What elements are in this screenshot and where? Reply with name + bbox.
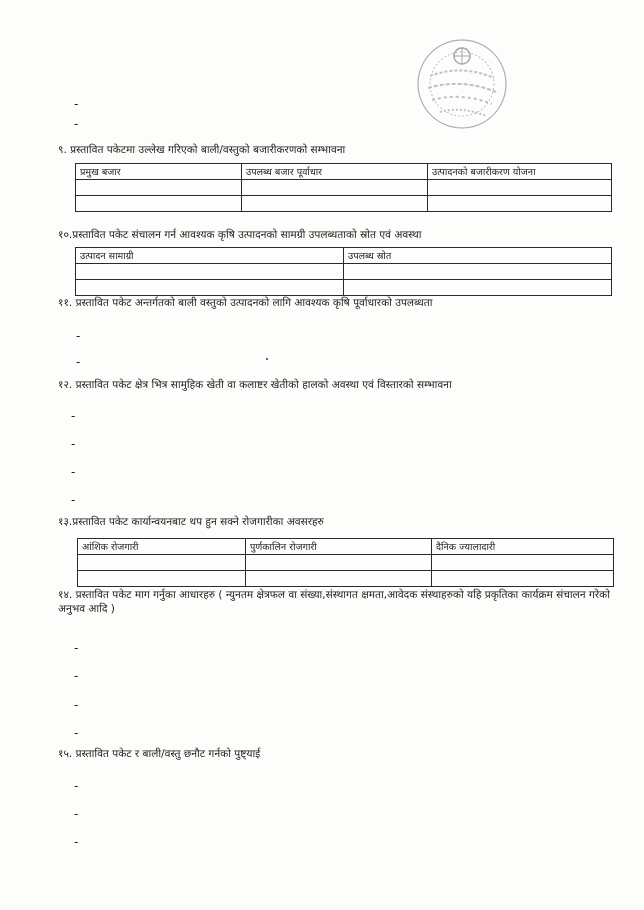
s9-header-marketing-plan: उत्पादनको बजारीकरण योजना xyxy=(428,164,612,180)
s12-dash-3: - xyxy=(71,465,76,479)
table-cell xyxy=(76,196,242,212)
s14-dash-1: - xyxy=(74,641,79,655)
section-10-table xyxy=(75,247,612,296)
section-13-heading: १३.प्रस्तावित पकेट कार्यान्वयनबाट थप हुन सक्ने रोजगारीका अवसरहरु xyxy=(58,516,324,528)
s13-header-partial-employment: आंशिक रोजगारी xyxy=(78,539,246,555)
section-10-heading: १०.प्रस्तावित पकेट संचालन गर्न आवश्यक कृषि उत्पादनको सामग्री उपलब्धताको स्रोत एवं अवस्था xyxy=(58,229,422,241)
table-cell xyxy=(78,571,246,587)
section-12-heading: १२. प्रस्तावित पकेट क्षेत्र भित्र सामुहिक खेती वा कलाष्टर खेतीको हालको अवस्था एवं विस्तारको सम्भावना xyxy=(58,379,452,391)
table-cell xyxy=(242,180,428,196)
s15-dash-3: - xyxy=(74,835,79,849)
table-cell xyxy=(246,555,432,571)
table-cell xyxy=(242,196,428,212)
table-cell xyxy=(76,280,344,296)
section-9-table xyxy=(75,163,612,212)
s8-dash-1: - xyxy=(74,97,79,111)
table-cell xyxy=(344,280,612,296)
section-14-heading: १४. प्रस्तावित पकेट माग गर्नुका आधारहरु ( न्युनतम क्षेत्रफल वा संख्या,संस्थागत क्षमता,आवेदक संस्थाहरुको यहि प्रकृतिका कार्यक्रम संचालन गरेको अनुभव आदि ) xyxy=(58,589,610,615)
s10-header-available-source: उपलब्ध स्रोत xyxy=(344,248,612,264)
section-15-heading: १५. प्रस्तावित पकेट र बाली/वस्तु छनौट गर्नको पुष्ट्याई xyxy=(58,748,261,760)
section-11-heading: ११. प्रस्तावित पकेट अन्तर्गतको बाली वस्तुको उत्पादनको लागि आवश्यक कृषि पूर्वाधारको उपलब्धता xyxy=(58,297,433,309)
table-cell xyxy=(78,555,246,571)
s15-dash-2: - xyxy=(74,807,79,821)
table-cell xyxy=(246,571,432,587)
table-cell xyxy=(428,196,612,212)
table-cell xyxy=(76,180,242,196)
s14-dash-3: - xyxy=(74,698,79,712)
office-stamp xyxy=(412,34,512,134)
s9-header-main-market: प्रमुख बजार xyxy=(76,164,242,180)
table-cell xyxy=(432,571,614,587)
s8-dash-2: - xyxy=(74,117,79,131)
s11-dash-1: - xyxy=(76,329,81,343)
section-13-table xyxy=(77,538,614,587)
s14-dash-4: - xyxy=(74,726,79,740)
s14-dash-2: - xyxy=(74,669,79,683)
s12-dash-4: - xyxy=(71,493,76,507)
s12-dash-2: - xyxy=(71,437,76,451)
s9-header-market-infrastructure: उपलब्ध बजार पूर्वाधार xyxy=(242,164,428,180)
table-cell xyxy=(76,264,344,280)
table-cell xyxy=(344,264,612,280)
s13-header-full-time-employment: पुर्णकालिन रोजगारी xyxy=(246,539,432,555)
table-cell xyxy=(428,180,612,196)
s10-header-production-material: उत्पादन सामाग्री xyxy=(76,248,344,264)
s13-header-daily-wage: दैनिक ज्यालादारी xyxy=(432,539,614,555)
section-9-heading: ९. प्रस्तावित पकेटमा उल्लेख गरिएको बाली/वस्तुको बजारीकरणको सम्भावना xyxy=(58,144,346,156)
table-cell xyxy=(432,555,614,571)
s12-dash-1: - xyxy=(71,409,76,423)
s15-dash-1: - xyxy=(74,779,79,793)
s11-dash-2: - xyxy=(76,355,81,369)
stray-dot xyxy=(266,358,268,360)
